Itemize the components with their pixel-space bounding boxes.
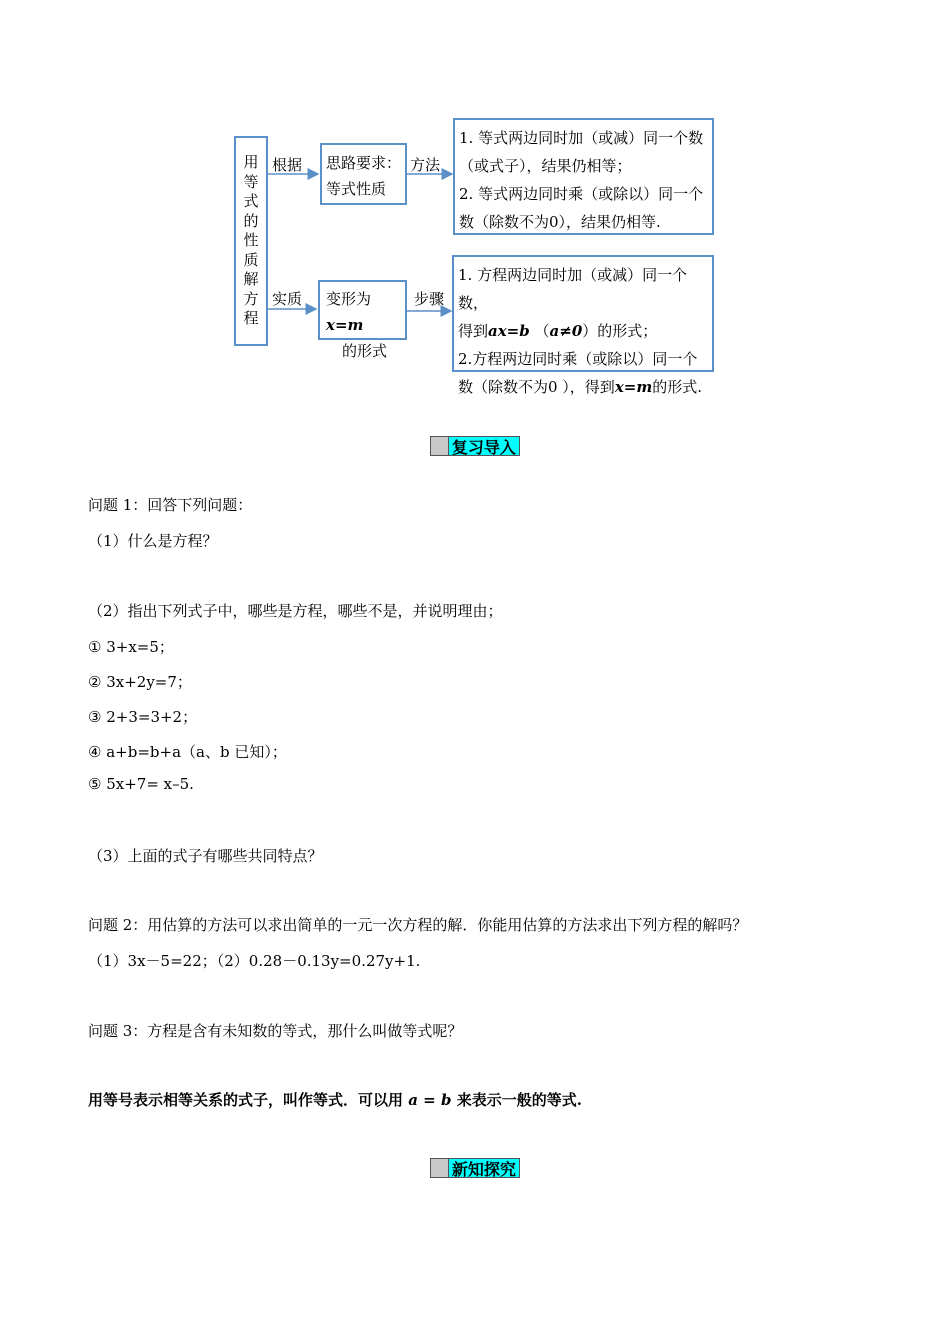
box-thinking xyxy=(320,143,407,205)
vertical-title-char: 用 xyxy=(243,153,259,172)
q1-item-2: ② 3x+2y=7； xyxy=(88,673,192,691)
heading-title: 新知探究 xyxy=(449,1159,519,1177)
box-method xyxy=(453,118,714,235)
method-line-2: （或式子），结果仍相等； xyxy=(459,157,632,175)
vertical-title-char: 等 xyxy=(243,172,259,191)
q2-title: 问题 2：用估算的方法可以求出简单的一元一次方程的解．你能用估算的方法求出下列方程的解吗？ xyxy=(88,916,748,934)
box-thinking-line2: 等式性质 xyxy=(326,180,387,198)
steps-line-1: 1. 方程两边同时加（或减）同一个数， xyxy=(458,266,688,312)
box-transform-line2: 的形式 xyxy=(342,342,388,360)
section-heading-explore xyxy=(430,1158,520,1178)
label-steps: 步骤 xyxy=(414,290,445,308)
q1-item-5: ⑤ 5x+7= x–5. xyxy=(88,775,194,793)
q1-sub2: （2）指出下列式子中，哪些是方程，哪些不是，并说明理由； xyxy=(88,602,503,620)
q1-item-1: ① 3+x=5； xyxy=(88,638,174,656)
q1-title: 问题 1：回答下列问题： xyxy=(88,496,253,514)
heading-marker xyxy=(431,1159,449,1177)
steps-line-2: 得到ax=b （a≠0）的形式； xyxy=(458,322,658,340)
box-thinking-line1: 思路要求： xyxy=(326,154,402,172)
box-transform xyxy=(318,280,407,360)
q1-sub1: （1）什么是方程？ xyxy=(88,532,218,550)
section-heading-review xyxy=(430,436,520,456)
steps-line-3: 2.方程两边同时乘（或除以）同一个 xyxy=(458,350,698,368)
label-essence: 实质 xyxy=(272,290,303,308)
equation-definition: 用等号表示相等关系的式子，叫作等式．可以用 a = b 来表示一般的等式. xyxy=(88,1091,582,1109)
vertical-title-char: 的 xyxy=(243,211,259,230)
box-steps xyxy=(452,255,714,396)
label-method: 方法 xyxy=(410,156,441,174)
vertical-title-char: 式 xyxy=(243,192,259,211)
label-basis: 根据 xyxy=(272,156,303,174)
method-line-1: 1. 等式两边同时加（或减）同一个数 xyxy=(459,129,704,147)
vertical-title-char: 方 xyxy=(243,289,259,308)
q2-equations: （1）3x－5=22；（2）0.28－0.13y=0.27y+1. xyxy=(88,952,421,970)
heading-marker xyxy=(431,437,449,455)
vertical-title-char: 质 xyxy=(243,250,259,269)
vertical-title-char: 解 xyxy=(243,270,259,289)
steps-line-4: 数（除数不为0 ），得到x=m的形式. xyxy=(458,378,702,396)
box-transform-line1: 变形为x=m xyxy=(326,290,372,334)
vertical-title-char: 性 xyxy=(243,231,259,250)
method-line-4: 数（除数不为0），结果仍相等. xyxy=(459,213,661,231)
vertical-title-char: 程 xyxy=(243,309,259,328)
q1-item-4: ④ a+b=b+a（a、b 已知）； xyxy=(88,743,287,761)
q1-sub3: （3）上面的式子有哪些共同特点？ xyxy=(88,847,323,865)
method-line-3: 2. 等式两边同时乘（或除以）同一个 xyxy=(459,185,704,203)
heading-title: 复习导入 xyxy=(449,437,519,455)
q3-title: 问题 3：方程是含有未知数的等式，那什么叫做等式呢？ xyxy=(88,1022,463,1040)
q1-item-3: ③ 2+3=3+2； xyxy=(88,708,198,726)
